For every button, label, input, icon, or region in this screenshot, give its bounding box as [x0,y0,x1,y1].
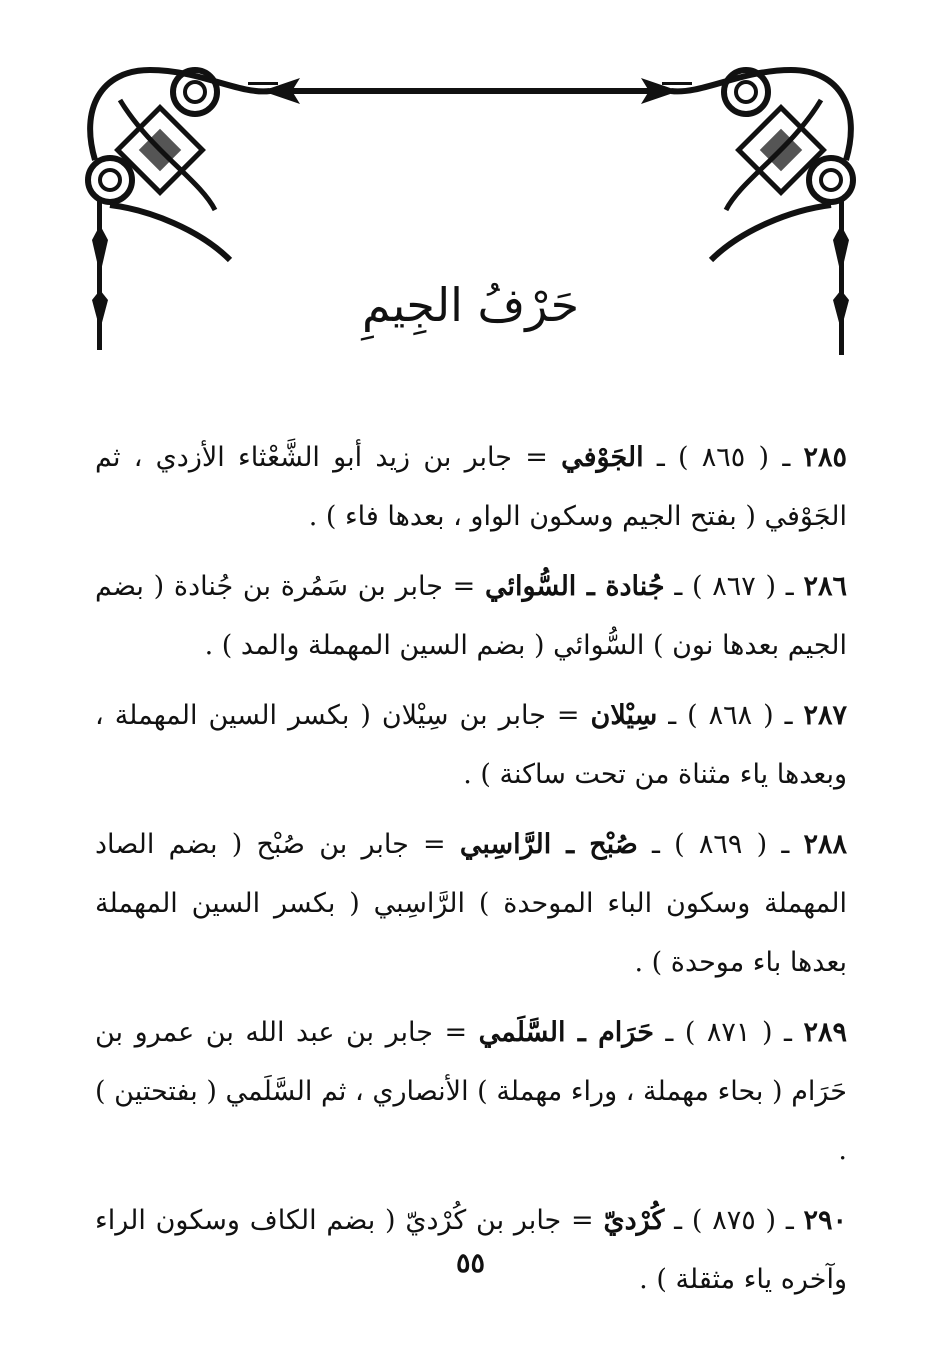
entry-ref: ( ٨٦٨ ) [687,700,774,731]
entry-body: = جابر بن زيد أبو الشَّعْثاء الأزدي ، ثم الجَوْفي ( بفتح الجيم وسكون الواو ، بعدها فاء ) . [95,442,847,532]
entry-ref: ( ٨٦٧ ) [691,571,777,602]
entry: ٢٨٨ ـ ( ٨٦٩ ) ـ صُبْح ـ الرَّاسِبي = جابر بن صُبْح ( بضم الصاد المهملة وسكون الباء الموحدة ) الرَّاسِبي ( بكسر السين المهملة بعدها باء موحدة ) . [95,829,847,978]
entry-number: ٢٨٦ [803,571,847,602]
entry-name: سِيْلان [590,700,658,731]
entry-number: ٢٩٠ [803,1205,848,1236]
entry-ref: ( ٨٧١ ) [684,1017,773,1048]
entry: ٢٨٥ ـ ( ٨٦٥ ) ـ الجَوْفي = جابر بن زيد أبو الشَّعْثاء الأزدي ، ثم الجَوْفي ( بفتح الجيم وسكون الواو ، بعدها فاء ) . [95,442,847,532]
entry-number: ٢٨٨ [803,829,847,860]
entry-body: = جابر بن سَمُرة بن جُنادة ( بضم الجيم بعدها نون ) السُّوائي ( بضم السين المهملة والمد ) . [95,571,847,661]
entry: ٢٨٧ ـ ( ٨٦٨ ) ـ سِيْلان = جابر بن سِيْلان ( بكسر السين المهملة ، وبعدها ياء مثناة من تحت ساكنة ) . [95,700,847,790]
entry-name: صُبْح ـ الرَّاسِبي [459,829,638,860]
entry: ٢٨٦ ـ ( ٨٦٧ ) ـ جُنادة ـ السُّوائي = جابر بن سَمُرة بن جُنادة ( بضم الجيم بعدها نون ) السُّوائي ( بضم السين المهملة والمد ) . [95,571,847,661]
entries-list [95,428,847,1320]
entry-number: ٢٨٩ [803,1017,847,1048]
entry-name: الجَوْفي [561,442,644,473]
entry-name: حَرَام ـ السَّلَمي [478,1017,654,1048]
section-title: حَرْفُ الجِيمِ [361,278,580,332]
entry-ref: ( ٨٦٥ ) [678,442,770,473]
frame-top-rule-right [662,82,692,85]
entry-number: ٢٨٧ [803,700,847,731]
entry-name: كُرْديّ [603,1205,665,1236]
frame-top-bar [270,88,670,94]
entry-ref: ( ٨٧٥ ) [691,1205,777,1236]
entry: ٢٨٩ ـ ( ٨٧١ ) ـ حَرَام ـ السَّلَمي = جابر بن عبد الله بن عمرو بن حَرَام ( بحاء مهملة ، وراء مهملة ) الأنصاري ، ثم السَّلَمي ( بفتحتين ) . [95,1017,847,1166]
page-number: ٥٥ [455,1248,485,1279]
entry-number: ٢٨٥ [803,442,847,473]
frame-top-rule-left [248,82,278,85]
entry: ٢٩٠ ـ ( ٨٧٥ ) ـ كُرْديّ = جابر بن كُرْديّ ( بضم الكاف وسكون الراء وآخره ياء مثقلة ) . [95,1205,848,1295]
entry-body: = جابر بن عبد الله بن عمرو بن حَرَام ( بحاء مهملة ، وراء مهملة ) الأنصاري ، ثم السَّلَمي ( بفتحتين ) . [95,1017,847,1166]
ornamental-frame [0,0,941,400]
entry-ref: ( ٨٦٩ ) [674,829,768,860]
entry-body: = جابر بن كُرْديّ ( بضم الكاف وسكون الراء وآخره ياء مثقلة ) . [95,1205,847,1295]
entry-body: = جابر بن صُبْح ( بضم الصاد المهملة وسكون الباء الموحدة ) الرَّاسِبي ( بكسر السين المهملة بعدها باء موحدة ) . [95,829,847,978]
entry-body: = جابر بن سِيْلان ( بكسر السين المهملة ، وبعدها ياء مثناة من تحت ساكنة ) . [95,700,847,790]
entry-name: جُنادة ـ السُّوائي [485,571,665,602]
